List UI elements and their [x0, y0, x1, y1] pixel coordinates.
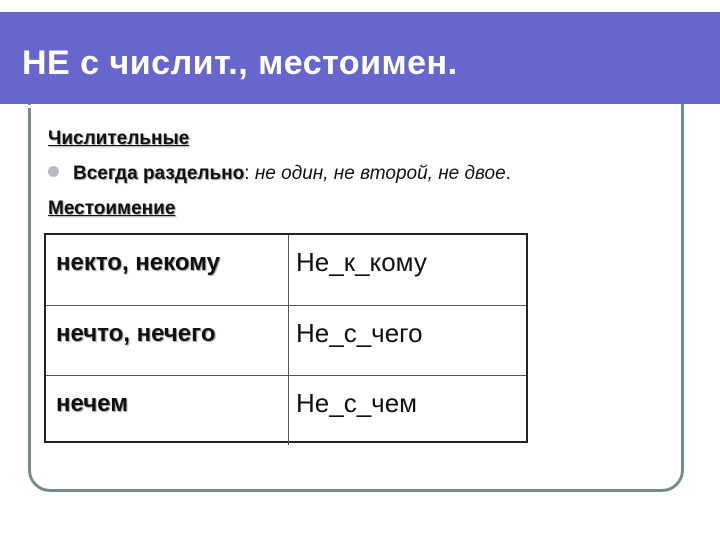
section-heading-pronouns: Местоимение — [48, 198, 176, 219]
slide-title: НЕ с числит., местоимен. — [22, 44, 458, 82]
table-cell-spelling: Не_к_кому — [296, 247, 427, 277]
table-cell-pronoun: некто, некому — [56, 249, 220, 276]
table-cell-spelling: Не_с_чего — [296, 318, 423, 348]
column-divider — [288, 376, 289, 445]
table-cell-pronoun: нечто, нечего — [56, 320, 216, 347]
column-divider — [288, 306, 289, 375]
rule-colon: : — [244, 163, 250, 184]
table-cell-pronoun: нечем — [56, 390, 128, 417]
title-underline-rule — [0, 105, 636, 108]
section-heading-numerals: Числительные — [48, 128, 190, 149]
table-row — [46, 305, 526, 375]
title-bar — [0, 12, 720, 104]
table-cell-spelling: Не_с_чем — [296, 388, 418, 418]
table-row — [46, 375, 526, 445]
pronoun-table — [44, 233, 528, 443]
rule-bullet-line — [48, 163, 511, 185]
rule-examples: не один, не второй, не двое — [249, 163, 506, 184]
rule-period: . — [505, 163, 511, 184]
bullet-dot-icon — [48, 166, 59, 177]
table-row — [46, 235, 526, 305]
rule-label: Всегда раздельно — [73, 163, 245, 184]
column-divider — [288, 235, 289, 305]
